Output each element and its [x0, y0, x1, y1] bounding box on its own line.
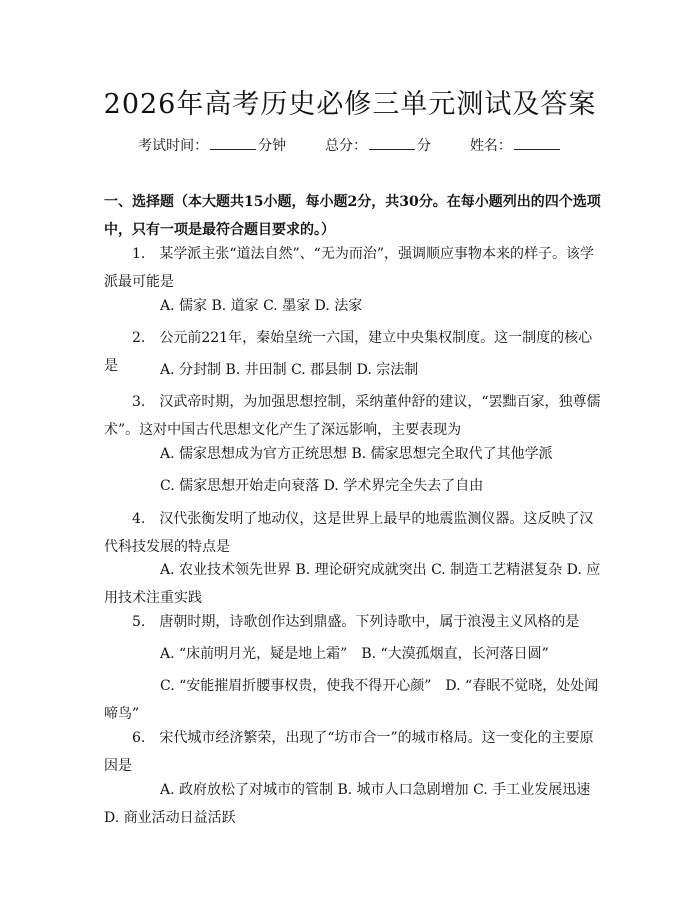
question-3-options-cd: C. 儒家思想开始走向衰落 D. 学术界完全失去了自由	[160, 478, 484, 494]
name-label: 姓名：	[469, 138, 512, 154]
question-2-stem: 2. 公元前221年，秦始皇统一六国，建立中央集权制度。这一制度的核心是	[104, 330, 593, 374]
score-unit: 分	[417, 138, 431, 154]
time-label: 考试时间：	[138, 138, 209, 154]
question-3-stem: 3. 汉武帝时期，为加强思想控制，采纳董仲舒的建议，“罢黜百家，独尊儒术”。这对中国古代思想文化产生了深远影响，主要表现为	[104, 394, 601, 438]
question-4-stem: 4. 汉代张衡发明了地动仪，这是世界上最早的地震监测仪器。这反映了汉代科技发展的特点是	[104, 511, 594, 555]
exam-meta	[0, 135, 700, 155]
name-blank	[514, 137, 560, 150]
time-blank	[210, 137, 256, 150]
section-heading: 一、选择题（本大题共15小题，每小题2分，共30分。在每小题列出的四个选项中，只有一项是最符合题目要求的。）	[104, 194, 601, 238]
question-6-stem: 6. 宋代城市经济繁荣，出现了“坊市合一”的城市格局。这一变化的主要原因是	[104, 730, 594, 774]
question-4-options: A. 农业技术领先世界 B. 理论研究成就突出 C. 制造工艺精湛复杂 D. 应用技术注重实践	[104, 562, 601, 606]
question-5-options-ab: A. “床前明月光，疑是地上霜” B. “大漠孤烟直，长河落日圆”	[160, 646, 549, 662]
score-label: 总分：	[325, 138, 367, 154]
question-3-options-ab: A. 儒家思想成为官方正统思想 B. 儒家思想完全取代了其他学派	[160, 446, 553, 462]
score-blank	[369, 137, 415, 150]
question-5-stem: 5. 唐朝时期，诗歌创作达到鼎盛。下列诗歌中，属于浪漫主义风格的是	[132, 614, 580, 630]
question-6-options: A. 政府放松了对城市的管制 B. 城市人口急剧增加 C. 手工业发展迅速 D. 商业活动日益活跃	[104, 782, 591, 826]
question-1-options: A. 儒家 B. 道家 C. 墨家 D. 法家	[160, 298, 363, 314]
question-5-options-cd: C. “安能摧眉折腰事权贵，使我不得开心颜” D. “春眠不觉晓，处处闻啼鸟”	[104, 678, 599, 722]
question-1-stem: 1. 某学派主张“道法自然”、“无为而治”，强调顺应事物本来的样子。该学派最可能是	[104, 246, 594, 290]
time-unit: 分钟	[258, 138, 287, 154]
question-2-options: A. 分封制 B. 井田制 C. 郡县制 D. 宗法制	[160, 362, 419, 378]
page-title: 2026年高考历史必修三单元测试及答案	[103, 89, 597, 120]
